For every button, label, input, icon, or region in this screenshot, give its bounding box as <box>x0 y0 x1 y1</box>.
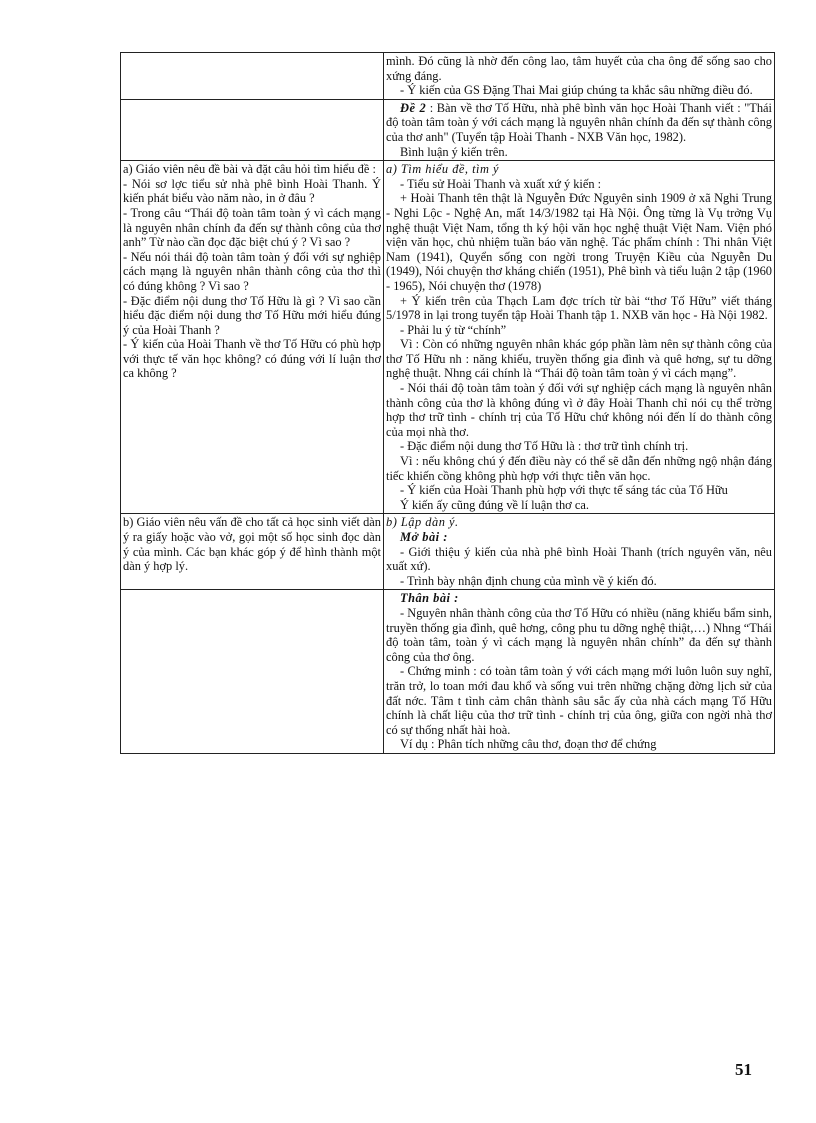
paragraph-text: - Giới thiệu ý kiến của nhà phê bình Hoài Thanh (trích nguyên văn, nêu xuất xứ). <box>386 544 772 574</box>
paragraph <box>386 101 772 145</box>
page-number: 51 <box>735 1060 752 1079</box>
paragraph <box>123 515 381 573</box>
paragraph-text: mình. Đó cũng là nhờ đến công lao, tâm huyết của cha ông để sống sao cho xứng đáng. <box>386 54 772 83</box>
section-label: b) Lập dàn ý. <box>386 515 459 530</box>
table-row <box>121 161 775 514</box>
teacher-activity-cell <box>121 514 384 590</box>
paragraph <box>386 439 772 454</box>
teacher-activity-cell <box>121 53 384 100</box>
paragraph-text: - Tiểu sử Hoài Thanh và xuất xứ ý kiến : <box>400 176 602 191</box>
paragraph-text: - Phải lu ý từ “chính” <box>400 322 507 337</box>
paragraph <box>123 206 381 250</box>
paragraph-text: - Ý kiến của Hoài Thanh về thơ Tố Hữu có phù hợp với thực tế văn học không? có đúng với lí luận thơ ca không ? <box>123 337 381 381</box>
teacher-activity-cell <box>121 161 384 514</box>
paragraph-text: - Trong câu “Thái độ toàn tâm toàn ý vì cách mạng là nguyên nhân chính đa đến sự thành công của thơ anh” Từ nào cần đọc đặc biệt chú ý ? Vì sao ? <box>123 205 381 250</box>
paragraph-text: Ví dụ : Phân tích những câu thơ, đoạn thơ để chứng <box>400 737 657 752</box>
paragraph <box>386 145 772 160</box>
paragraph <box>386 664 772 737</box>
section-label: Đề 2 <box>400 100 427 115</box>
paragraph-text: - Ý kiến của GS Đặng Thai Mai giúp chúng ta khắc sâu những điều đó. <box>400 83 753 98</box>
paragraph-text: : Bàn về thơ Tố Hữu, nhà phê bình văn học Hoài Thanh viết : "Thái độ toàn tâm toàn ý với cách mạng là nguyên nhân chính đa đến sự thành công của thơ anh" (Tuyển tập Hoài Thanh - NXB Văn học, 1982). <box>386 100 772 144</box>
paragraph <box>386 591 772 606</box>
paragraph <box>386 83 772 98</box>
paragraph <box>386 498 772 513</box>
paragraph <box>386 54 772 83</box>
paragraph <box>386 530 772 545</box>
paragraph <box>386 737 772 752</box>
paragraph <box>386 483 772 498</box>
section-label: Thân bài : <box>400 591 459 606</box>
paragraph-text: - Đặc điểm nội dung thơ Tố Hữu là gì ? Vì sao cần hiểu đặc điểm nội dung thơ Tố Hữu mới hiểu đúng ý của Hoài Thanh ? <box>123 293 381 337</box>
paragraph <box>386 454 772 483</box>
content-cell <box>384 514 775 590</box>
paragraph-text: Vì : Còn có những nguyên nhân khác góp phần làm nên sự thành công của thơ Tố Hữu nh : năng khiếu, truyền thống gia đình và quê hơng, sự tu dỡng nghệ thuật. Nhng cái chính là “Thái độ toàn tâm toàn ý vì cách mạng”. <box>386 337 772 381</box>
paragraph-text: Bình luận ý kiến trên. <box>400 144 508 159</box>
paragraph <box>386 545 772 574</box>
lesson-table-body <box>121 53 775 754</box>
paragraph-text: Vì : nếu không chú ý đến điều này có thể sẽ dẫn đến những ngộ nhận đáng tiếc khiến cồng không phù hợp với thực tiễn văn học. <box>386 454 772 483</box>
paragraph <box>123 162 381 177</box>
paragraph <box>386 177 772 192</box>
paragraph-text: - Đặc điểm nội dung thơ Tố Hữu là : thơ trữ tình chính trị. <box>400 439 689 454</box>
content-cell <box>384 590 775 754</box>
paragraph-text: - Chứng minh : có toàn tâm toàn ý với cách mạng mới luôn luôn suy nghĩ, trăn trở, lo toan mới đau khổ và sống vui trên những chặng đờng lịch sử của đất nớc. Tâm t tình cảm chân thành sâu sắc ấy của nhà cách mạng Tố Hữu chính là chất liệu của thơ trữ tình - chính trị của ông, giữa con ngời nhà thơ có sự thống nhất hài hoà. <box>386 664 772 737</box>
paragraph-text: a) Giáo viên nêu đề bài và đặt câu hỏi tìm hiểu đề : <box>123 162 376 177</box>
paragraph-text: - Nguyên nhân thành công của thơ Tố Hữu có nhiều (năng khiếu bẩm sinh, truyền thống gia đình, quê hơng, công phu tu dỡng nghệ thiật,…) Nhng “Thái độ toàn tâm, toàn ý vì cách mạng là nguyên nhân chính” đa đến sự thành công của thơ ông. <box>386 605 772 664</box>
paragraph <box>386 191 772 293</box>
paragraph <box>386 381 772 439</box>
section-label: a) Tìm hiểu đề, tìm ý <box>386 162 500 177</box>
paragraph-text: Ý kiến ấy cũng đúng về lí luận thơ ca. <box>400 497 589 512</box>
paragraph-text: - Nếu nói thái độ toàn tâm toàn ý đối với sự nghiệp cách mạng là nguyên nhân thành công của thơ thì có đúng không ? Vì sao ? <box>123 249 381 293</box>
paragraph-text: + Hoài Thanh tên thật là Nguyễn Đức Nguyên sinh 1909 ở xã Nghi Trung - Nghi Lộc - Nghệ An, mất 14/3/1982 tại Hà Nội. Ông từng là Vụ trởng Vụ nghệ thuật Việt Nam, tổng th ký hội văn học nghệ thuật Việt Nam. Viện phó viện văn học, chủ nhiệm tuần báo văn nghệ. Tác phẩm chính : Thi nhân Việt Nam (1941), Quyển sống con ngời trong Truyện Kiều của Nguyễn Du (1949), Nói chuyện thơ kháng chiến (1951), Phê bình và tiểu luận 2 tập (1960 - 1965), Nói chuyện thơ (1978) <box>386 191 772 293</box>
table-row <box>121 53 775 100</box>
table-row <box>121 514 775 590</box>
paragraph <box>386 515 772 530</box>
paragraph <box>386 337 772 381</box>
paragraph-text: - Nói thái độ toàn tâm toàn ý đối với sự nghiệp cách mạng là nguyên nhân thành công của thơ là không đúng vì ở đây Hoài Thanh chỉ nói cụ thể trờng hợp thơ trữ tình - chính trị của Tố Hữu chứ không nói đến lí do thành công của mọi nhà thơ. <box>386 381 772 439</box>
paragraph <box>123 250 381 294</box>
table-row <box>121 590 775 754</box>
paragraph <box>386 606 772 664</box>
paragraph-text: - Nói sơ lợc tiểu sử nhà phê bình Hoài Thanh. Ý kiến phát biểu vào năm nào, in ở đâu ? <box>123 176 381 206</box>
teacher-activity-cell <box>121 99 384 160</box>
paragraph <box>123 337 381 381</box>
table-row <box>121 99 775 160</box>
lesson-table <box>120 52 775 754</box>
paragraph <box>123 294 381 338</box>
paragraph-text: + Ý kiến trên của Thạch Lam đợc trích từ bài “thơ Tố Hữu” viết tháng 5/1978 in lại trong tuyển tập Hoài Thanh tập 1. NXB văn học - Hà Nội 1982. <box>386 293 772 323</box>
paragraph <box>386 323 772 338</box>
paragraph <box>386 294 772 323</box>
paragraph <box>386 574 772 589</box>
paragraph <box>386 162 772 177</box>
content-cell <box>384 161 775 514</box>
content-cell <box>384 53 775 100</box>
paragraph-text: - Trình bày nhận định chung của mình về ý kiến đó. <box>400 573 657 588</box>
teacher-activity-cell <box>121 590 384 754</box>
paragraph-text: - Ý kiến của Hoài Thanh phù hợp với thực tế sáng tác của Tố Hữu <box>400 483 728 498</box>
paragraph-text: b) Giáo viên nêu vấn đề cho tất cả học sinh viết dàn ý ra giấy hoặc vào vở, gọi một số học sinh đọc dàn ý của mình. Các bạn khác góp ý để hình thành một dàn ý hợp lý. <box>123 515 381 574</box>
section-label: Mở bài : <box>400 530 448 544</box>
content-cell <box>384 99 775 160</box>
paragraph <box>123 177 381 206</box>
